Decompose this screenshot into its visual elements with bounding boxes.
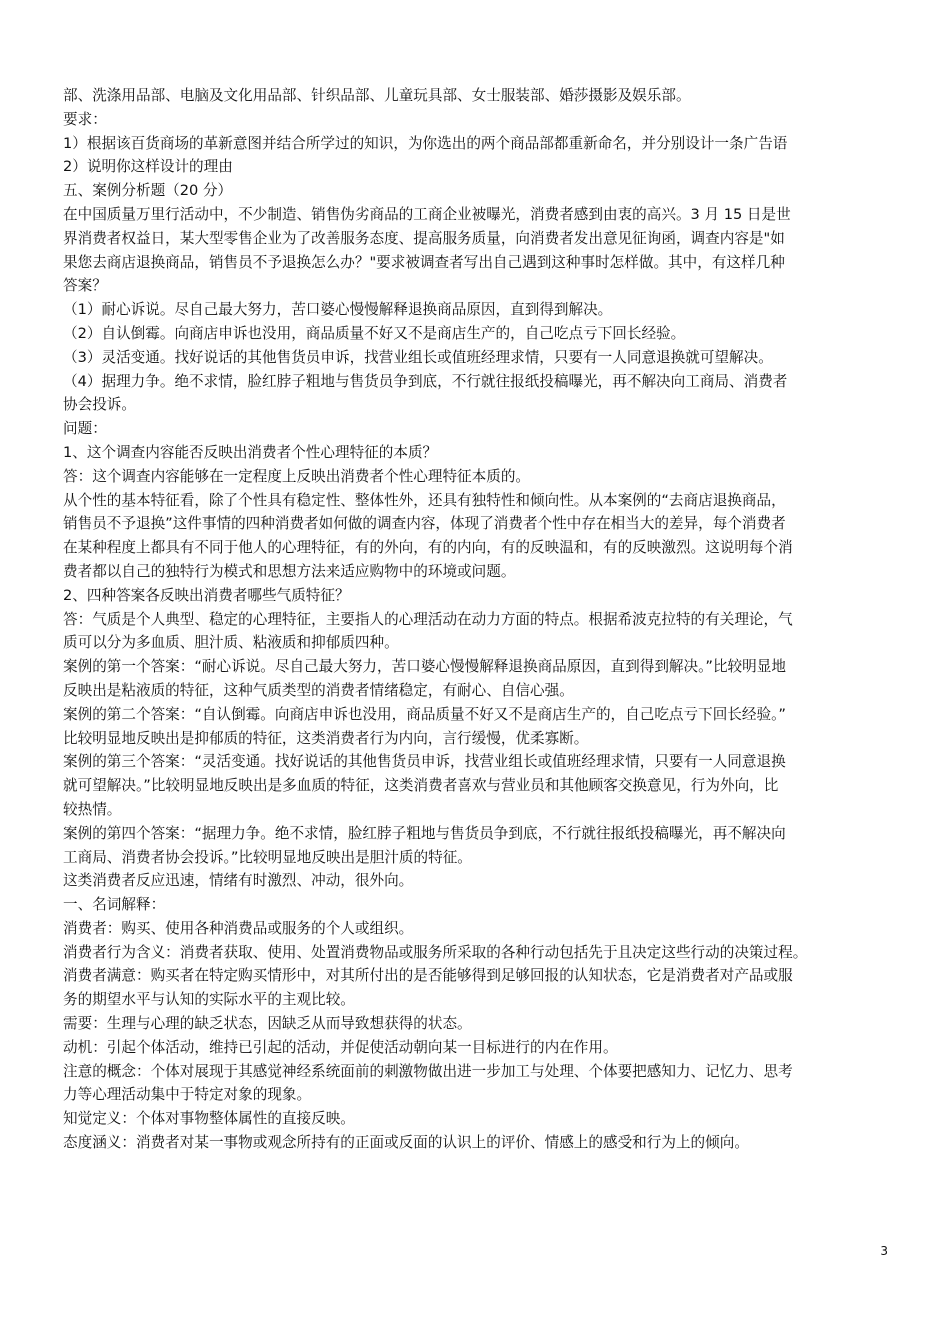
text-line: 2、四种答案各反映出消费者哪些气质特征？ xyxy=(63,586,350,604)
text-line: 比较明显地反映出是抑郁质的特征，这类消费者行为内向，言行缓慢，优柔寡断。 xyxy=(63,729,589,747)
text-line: 态度涵义：消费者对某一事物或观念所持有的正面或反面的认识上的评价、情感上的感受和行为上的倾向。 xyxy=(63,1134,749,1152)
text-line: 案例的第一个答案：“耐心诉说。尽自己最大努力，苦口婆心慢慢解释退换商品原因，直到得到解决。”比较明显地 xyxy=(63,658,786,676)
text-line: 部、洗涤用品部、电脑及文化用品部、针织品部、儿童玩具部、女士服装部、婚莎摄影及娱乐部。 xyxy=(63,87,691,104)
text-line: 注意的概念：个体对展现于其感觉神经系统面前的刺激物做出进一步加工与处理、个体要把感知力、记忆力、思考 xyxy=(63,1062,793,1080)
text-line: 要求： xyxy=(63,110,107,128)
text-line: 反映出是粘液质的特征，这种气质类型的消费者情绪稳定，有耐心、自信心强。 xyxy=(63,681,574,699)
text-line: 知觉定义：个体对事物整体属性的直接反映。 xyxy=(63,1110,355,1128)
text-line: 动机：引起个体活动，维持已引起的活动，并促使活动朝向某一目标进行的内在作用。 xyxy=(63,1038,618,1056)
text-line: 消费者：购买、使用各种消费品或服务的个人或组织。 xyxy=(63,919,414,937)
text-line: 在中国质量万里行活动中，不少制造、销售伪劣商品的工商企业被曝光，消费者感到由衷的高兴。3 月 15 日是世 xyxy=(63,205,791,223)
text-line: 协会投诉。 xyxy=(63,396,136,414)
text-line: 案例的第三个答案：“灵活变通。找好说话的其他售货员申诉，找营业组长或值班经理求情，只要有一人同意退换 xyxy=(63,753,786,771)
text-line: 费者都以自己的独特行为模式和思想方法来适应购物中的环境或问题。 xyxy=(63,562,516,580)
text-line: 力等心理活动集中于特定对象的现象。 xyxy=(63,1086,312,1104)
text-line: 消费者行为含义：消费者获取、使用、处置消费物品或服务所采取的各种行动包括先于且决定这些行动的决策过程。 xyxy=(63,943,808,961)
text-line: （1）耐心诉说。尽自己最大努力，苦口婆心慢慢解释退换商品原因，直到得到解决。 xyxy=(63,301,613,319)
page-number: 3 xyxy=(880,1244,888,1258)
text-line: 五、案例分析题（20 分） xyxy=(63,182,233,200)
text-line: 案例的第四个答案：“据理力争。绝不求情，脸红脖子粗地与售货员争到底，不行就往报纸投稿曝光，再不解决向 xyxy=(63,824,786,842)
text-line: 较热情。 xyxy=(63,800,122,818)
text-line: 这类消费者反应迅速，情绪有时激烈、冲动，很外向。 xyxy=(63,872,414,890)
text-line: 界消费者权益日，某大型零售企业为了改善服务态度、提高服务质量，向消费者发出意见征询函，调查内容是"如 xyxy=(63,229,785,247)
text-line: 答：气质是个人典型、稳定的心理特征，主要指人的心理活动在动力方面的特点。根据希波克拉特的有关理论，气 xyxy=(63,610,793,628)
document-body xyxy=(63,84,893,1155)
text-line: 需要：生理与心理的缺乏状态，因缺乏从而导致想获得的状态。 xyxy=(63,1015,472,1033)
text-line: （4）据理力争。绝不求情，脸红脖子粗地与售货员争到底，不行就往报纸投稿曝光，再不解决向工商局、消费者 xyxy=(63,372,788,390)
text-line: 消费者满意：购买者在特定购买情形中，对其所付出的是否能够得到足够回报的认知状态，它是消费者对产品或服 xyxy=(63,967,793,985)
text-line: 答：这个调查内容能够在一定程度上反映出消费者个性心理特征本质的。 xyxy=(63,467,531,485)
text-line: 工商局、消费者协会投诉。”比较明显地反映出是胆汁质的特征。 xyxy=(63,848,472,866)
text-line: 在某种程度上都具有不同于他人的心理特征，有的外向，有的内向，有的反映温和，有的反映激烈。这说明每个消 xyxy=(63,539,793,557)
text-line: 质可以分为多血质、胆汁质、粘液质和抑郁质四种。 xyxy=(63,634,399,652)
text-line: 1、这个调查内容能否反映出消费者个性心理特征的本质？ xyxy=(63,443,438,461)
text-line: 2）说明你这样设计的理由 xyxy=(63,158,233,176)
text-line: 就可望解决。”比较明显地反映出是多血质的特征，这类消费者喜欢与营业员和其他顾客交换意见，行为外向，比 xyxy=(63,777,779,795)
text-line: 答案？ xyxy=(63,277,107,295)
text-line: 务的期望水平与认知的实际水平的主观比较。 xyxy=(63,991,355,1009)
text-line: 从个性的基本特征看，除了个性具有稳定性、整体性外，还具有独特性和倾向性。从本案例的“去商店退换商品， xyxy=(63,491,786,509)
text-line: 果您去商店退换商品，销售员不予退换怎么办？"要求被调查者写出自己遇到这种事时怎样做。其中，有这样几种 xyxy=(63,253,785,271)
text-line: 销售员不予退换”这件事情的四种消费者如何做的调查内容，体现了消费者个性中存在相当大的差异，每个消费者 xyxy=(63,515,786,533)
text-line: （3）灵活变通。找好说话的其他售货员申诉，找营业组长或值班经理求情，只要有一人同意退换就可望解决。 xyxy=(63,348,773,366)
text-line: 问题： xyxy=(63,420,107,438)
text-line: 1）根据该百货商场的革新意图并结合所学过的知识，为你选出的两个商品部都重新命名，并分别设计一条广告语 xyxy=(63,134,788,152)
text-line: 案例的第二个答案：“自认倒霉。向商店申诉也没用，商品质量不好又不是商店生产的，自己吃点亏下回长经验。” xyxy=(63,705,786,723)
text-line: （2）自认倒霉。向商店申诉也没用，商品质量不好又不是商店生产的，自己吃点亏下回长经验。 xyxy=(63,324,686,342)
text-line: 一、名词解释： xyxy=(63,896,166,914)
